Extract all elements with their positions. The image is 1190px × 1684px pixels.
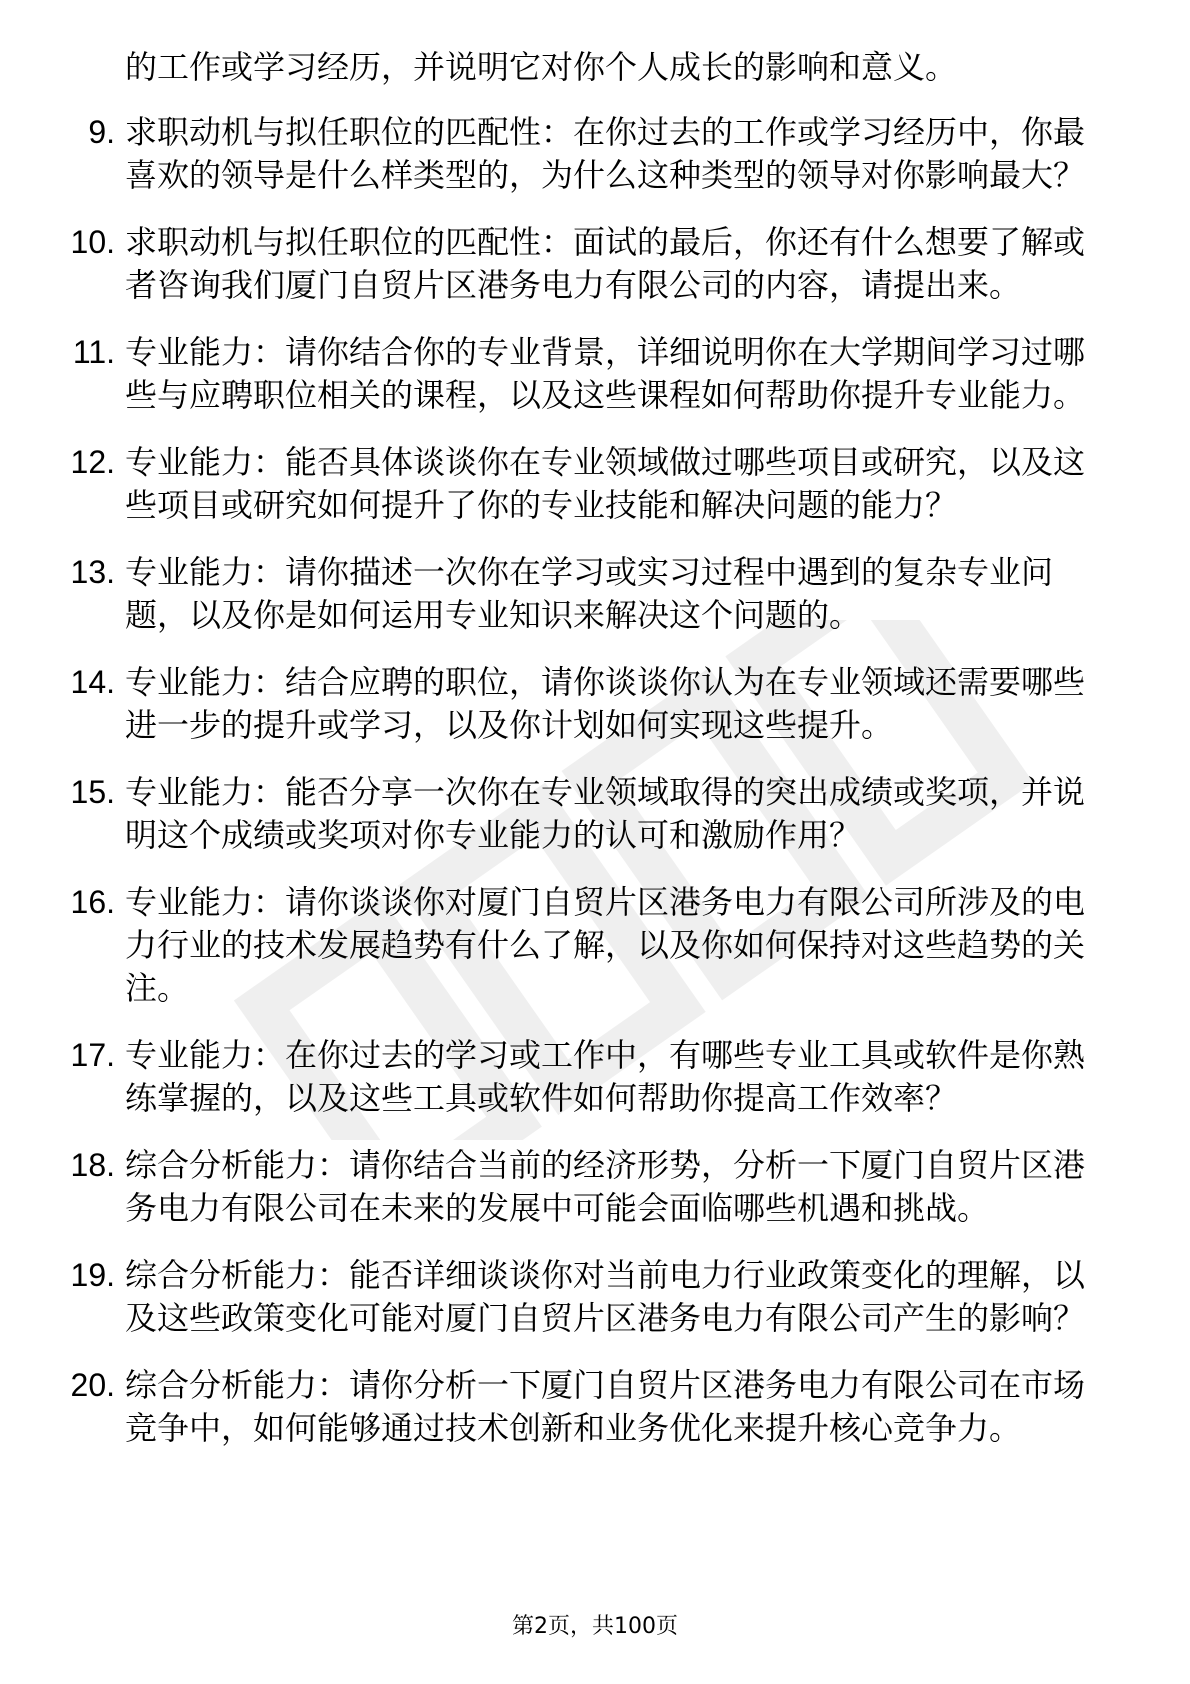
question-number: 18. <box>70 1147 115 1183</box>
question-item <box>0 221 1190 307</box>
question-number: 11. <box>72 334 115 370</box>
question-number: 12. <box>70 444 115 480</box>
question-text: 专业能力：请你结合你的专业背景，详细说明你在大学期间学习过哪些与应聘职位相关的课程，以及这些课程如何帮助你提升专业能力。 <box>125 333 1086 414</box>
question-text: 专业能力：能否具体谈谈你在专业领域做过哪些项目或研究，以及这些项目或研究如何提升了你的专业技能和解决问题的能力？ <box>125 443 1086 524</box>
question-text: 专业能力：结合应聘的职位，请你谈谈你认为在专业领域还需要哪些进一步的提升或学习，以及你计划如何实现这些提升。 <box>125 663 1086 744</box>
question-text: 专业能力：请你谈谈你对厦门自贸片区港务电力有限公司所涉及的电力行业的技术发展趋势有什么了解，以及你如何保持对这些趋势的关注。 <box>125 883 1086 1007</box>
question-item <box>0 1034 1190 1120</box>
question-item <box>0 881 1190 1010</box>
question-text: 求职动机与拟任职位的匹配性：面试的最后，你还有什么想要了解或者咨询我们厦门自贸片区港务电力有限公司的内容，请提出来。 <box>125 223 1086 304</box>
question-item <box>0 771 1190 857</box>
page-footer: 第2页，共100页 <box>512 1614 678 1639</box>
question-number: 9. <box>88 114 115 150</box>
question-number: 13. <box>70 554 115 590</box>
question-number: 10. <box>70 224 115 260</box>
question-item <box>0 1364 1190 1450</box>
question-number: 16. <box>70 884 115 920</box>
question-text: 综合分析能力：请你分析一下厦门自贸片区港务电力有限公司在市场竞争中，如何能够通过技术创新和业务优化来提升核心竞争力。 <box>125 1366 1086 1447</box>
question-text: 专业能力：能否分享一次你在专业领域取得的突出成绩或奖项，并说明这个成绩或奖项对你专业能力的认可和激励作用？ <box>125 773 1086 854</box>
question-list <box>0 111 1190 1474</box>
question-item <box>0 441 1190 527</box>
question-item <box>0 111 1190 197</box>
question-number: 20. <box>70 1367 115 1403</box>
question-item <box>0 1144 1190 1230</box>
continued-question-text: 的工作或学习经历，并说明它对你个人成长的影响和意义。 <box>125 48 958 86</box>
question-text: 专业能力：在你过去的学习或工作中，有哪些专业工具或软件是你熟练掌握的，以及这些工具或软件如何帮助你提高工作效率？ <box>125 1036 1086 1117</box>
question-item <box>0 551 1190 637</box>
question-text: 综合分析能力：能否详细谈谈你对当前电力行业政策变化的理解，以及这些政策变化可能对厦门自贸片区港务电力有限公司产生的影响？ <box>125 1256 1086 1337</box>
question-number: 19. <box>70 1257 115 1293</box>
question-text: 求职动机与拟任职位的匹配性：在你过去的工作或学习经历中，你最喜欢的领导是什么样类型的，为什么这种类型的领导对你影响最大？ <box>125 113 1086 194</box>
question-number: 14. <box>70 664 115 700</box>
question-number: 17. <box>70 1037 115 1073</box>
question-text: 综合分析能力：请你结合当前的经济形势，分析一下厦门自贸片区港务电力有限公司在未来的发展中可能会面临哪些机遇和挑战。 <box>125 1146 1086 1227</box>
question-text: 专业能力：请你描述一次你在学习或实习过程中遇到的复杂专业问题，以及你是如何运用专业知识来解决这个问题的。 <box>125 553 1054 634</box>
question-item <box>0 331 1190 417</box>
question-item <box>0 661 1190 747</box>
question-number: 15. <box>70 774 115 810</box>
question-item <box>0 1254 1190 1340</box>
